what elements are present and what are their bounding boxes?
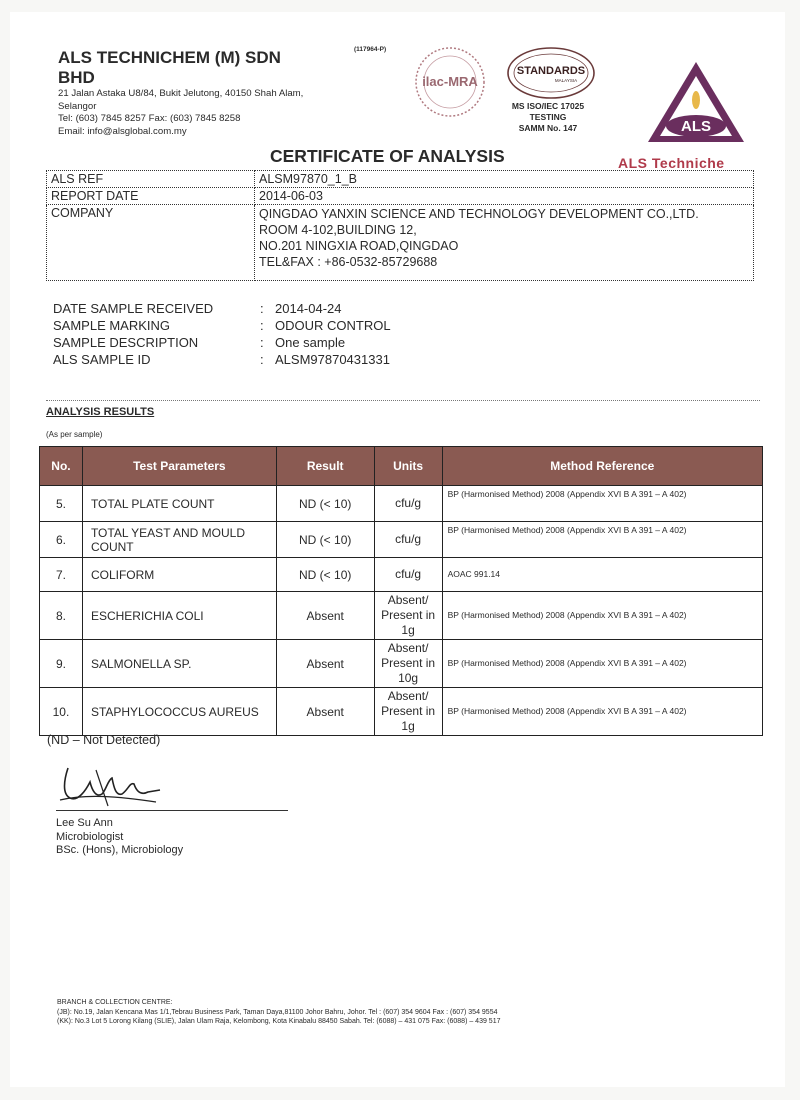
- standards-malaysia-logo: [506, 46, 596, 100]
- report-date-label: REPORT DATE: [47, 188, 255, 205]
- accreditation-line: SAMM No. 147: [518, 123, 578, 133]
- row-method: BP (Harmonised Method) 2008 (Appendix XVI B A 391 – A 402): [442, 522, 762, 558]
- accreditation-text: [498, 101, 598, 134]
- als-ref-value: ALSM97870_1_B: [255, 171, 754, 188]
- company-line: TEL&FAX : +86-0532-85729688: [259, 255, 438, 269]
- standards-logo-text: STANDARDS: [516, 65, 586, 77]
- ilac-mra-logo: [412, 44, 488, 120]
- ilac-logo-text: ilac-MRA: [422, 74, 478, 89]
- row-parameter: COLIFORM: [82, 558, 276, 592]
- col-header-result: Result: [276, 447, 374, 486]
- table-row: [40, 522, 763, 558]
- table-row: [40, 592, 763, 640]
- signatory-name: Lee Su Ann: [56, 817, 113, 829]
- row-parameter: TOTAL PLATE COUNT: [82, 486, 276, 522]
- company-line: ROOM 4-102,BUILDING 12,: [259, 223, 417, 237]
- row-result: Absent: [276, 640, 374, 688]
- row-result: ND (< 10): [276, 486, 374, 522]
- report-date-value: 2014-06-03: [255, 188, 754, 205]
- sample-details: [53, 300, 391, 368]
- col-header-units: Units: [374, 447, 442, 486]
- analysis-results-title: ANALYSIS RESULTS: [46, 406, 155, 418]
- sample-colon: :: [260, 335, 264, 350]
- sample-value: ODOUR CONTROL: [275, 318, 391, 333]
- sample-value: One sample: [275, 335, 346, 350]
- table-row: [40, 486, 763, 522]
- sample-value: ALSM97870431331: [275, 352, 390, 367]
- row-no: 9.: [40, 640, 83, 688]
- info-row: [47, 188, 754, 205]
- als-logo-text: ALS: [681, 118, 711, 135]
- row-method: BP (Harmonised Method) 2008 (Appendix XVI B A 391 – A 402): [442, 486, 762, 522]
- company-line: QINGDAO YANXIN SCIENCE AND TECHNOLOGY DEVELOPMENT CO.,LTD.: [259, 207, 699, 221]
- address-line: Selangor: [58, 100, 97, 112]
- sample-row: [53, 351, 391, 368]
- info-row: [47, 205, 754, 281]
- sample-colon: :: [260, 318, 264, 333]
- company-line: NO.201 NINGXIA ROAD,QINGDAO: [259, 239, 459, 253]
- company-registration: (117964-P): [354, 46, 387, 53]
- footer-line: (JB): No.19, Jalan Kencana Mas 1/1,Tebrau Business Park, Taman Daya,81100 Johor Bahru, Johor. Tel : (607) 354 9604 Fax : (607) 354 9554: [57, 1008, 498, 1016]
- row-units: Absent/ Present in 1g: [374, 688, 442, 736]
- company-value: [255, 205, 754, 281]
- als-logo: [646, 60, 746, 148]
- row-result: Absent: [276, 688, 374, 736]
- sample-row: [53, 317, 391, 334]
- row-units: Absent/ Present in 1g: [374, 592, 442, 640]
- row-no: 8.: [40, 592, 83, 640]
- als-ref-label: ALS REF: [47, 171, 255, 188]
- signatory-title: Microbiologist: [56, 830, 124, 843]
- sample-label: SAMPLE MARKING: [53, 318, 171, 333]
- sample-row: [53, 334, 391, 351]
- row-result: Absent: [276, 592, 374, 640]
- footer-line: (KK): No.3 Lot 5 Lorong Kilang (SLIE), Jalan Ulam Raja, Kelombong, Kota Kinabalu 88450 Sabah. Tel: (6088) – 431 075 Fax: (6088) – 439 517: [57, 1018, 501, 1025]
- row-method: BP (Harmonised Method) 2008 (Appendix XVI B A 391 – A 402): [442, 688, 762, 736]
- accreditation-line: TESTING: [529, 112, 567, 122]
- sample-label: SAMPLE DESCRIPTION: [53, 335, 199, 350]
- company-label: COMPANY: [47, 205, 255, 281]
- row-parameter: TOTAL YEAST AND MOULD COUNT: [82, 522, 276, 558]
- handwritten-signature: [56, 760, 166, 810]
- row-no: 6.: [40, 522, 83, 558]
- col-header-no: No.: [40, 447, 83, 486]
- sample-value: 2014-04-24: [275, 301, 342, 316]
- row-method: BP (Harmonised Method) 2008 (Appendix XVI B A 391 – A 402): [442, 592, 762, 640]
- analysis-results-table: [39, 446, 763, 736]
- row-parameter: SALMONELLA SP.: [82, 640, 276, 688]
- row-method: BP (Harmonised Method) 2008 (Appendix XVI B A 391 – A 402): [442, 640, 762, 688]
- sample-row: [53, 300, 391, 317]
- row-result: ND (< 10): [276, 558, 374, 592]
- analysis-results-subtitle: (As per sample): [46, 430, 103, 439]
- section-divider: [46, 400, 760, 401]
- col-header-method: Method Reference: [442, 447, 762, 486]
- company-name: ALS TECHNICHEM (M) SDN BHD: [58, 48, 281, 87]
- signatory-qualification: BSc. (Hons), Microbiology: [56, 844, 184, 856]
- accreditation-line: MS ISO/IEC 17025: [511, 101, 585, 111]
- sample-label: ALS SAMPLE ID: [53, 352, 151, 367]
- row-units: cfu/g: [374, 522, 442, 558]
- row-result: ND (< 10): [276, 522, 374, 558]
- footer-line: BRANCH & COLLECTION CENTRE:: [57, 999, 173, 1006]
- results-header-row: [40, 447, 763, 486]
- row-parameter: STAPHYLOCOCCUS AUREUS: [82, 688, 276, 736]
- row-parameter: ESCHERICHIA COLI: [82, 592, 276, 640]
- address-line: 21 Jalan Astaka U8/84, Bukit Jelutong, 40150 Shah Alam,: [58, 88, 304, 99]
- address-line: Email: info@alsglobal.com.my: [58, 125, 187, 137]
- table-row: [40, 688, 763, 736]
- row-units: cfu/g: [374, 486, 442, 522]
- address-line: Tel: (603) 7845 8257 Fax: (603) 7845 8258: [58, 113, 241, 124]
- branch-footer: [57, 998, 501, 1027]
- row-no: 7.: [40, 558, 83, 592]
- sample-colon: :: [260, 301, 264, 316]
- table-row: [40, 640, 763, 688]
- row-method: AOAC 991.14: [442, 558, 762, 592]
- signatory-block: [56, 817, 183, 858]
- col-header-parameters: Test Parameters: [82, 447, 276, 486]
- not-detected-footnote: (ND – Not Detected): [47, 733, 161, 747]
- row-no: 5.: [40, 486, 83, 522]
- info-row: [47, 171, 754, 188]
- row-units: cfu/g: [374, 558, 442, 592]
- row-units: Absent/ Present in 10g: [374, 640, 442, 688]
- certificate-title: CERTIFICATE OF ANALYSIS: [270, 146, 505, 166]
- table-row: [40, 558, 763, 592]
- row-no: 10.: [40, 688, 83, 736]
- report-info-table: [46, 170, 754, 281]
- company-address: [58, 88, 388, 138]
- standards-logo-sub: MALAYSIA: [554, 78, 578, 83]
- sample-colon: :: [260, 352, 264, 367]
- signature-line: [56, 810, 288, 811]
- sample-label: DATE SAMPLE RECEIVED: [53, 301, 214, 316]
- brand-text: ALS Techniche: [618, 155, 725, 171]
